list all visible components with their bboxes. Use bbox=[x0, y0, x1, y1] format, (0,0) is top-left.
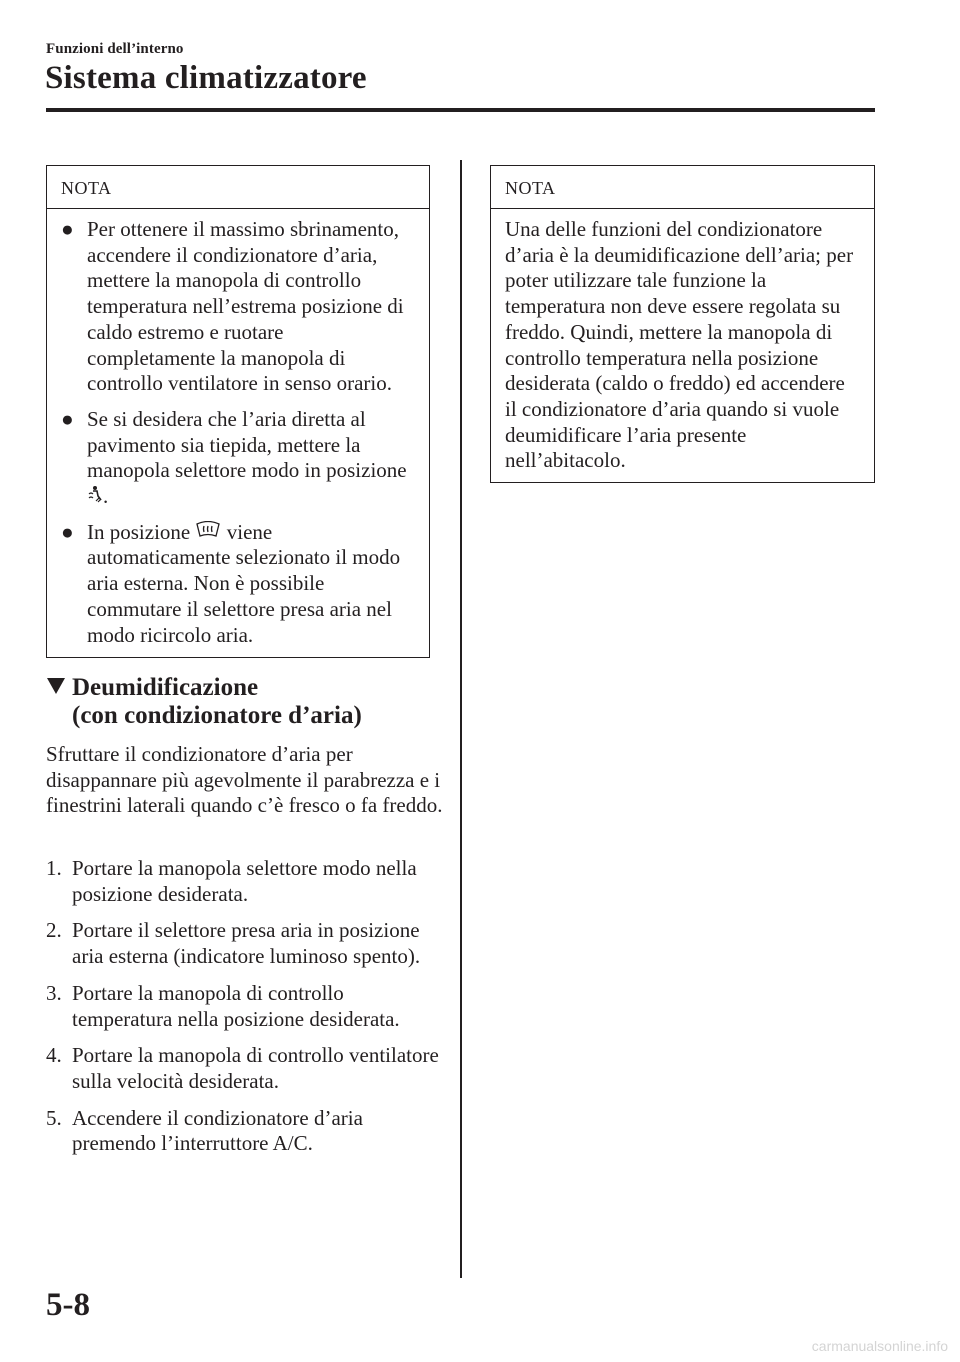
bullet-text: In posizione bbox=[87, 519, 196, 544]
step-number: 2. bbox=[46, 918, 62, 943]
step-item bbox=[46, 856, 446, 907]
note-text: Una delle funzioni del condizionatore d’aria è la deumidificazione dell’aria; per poter utilizzare tale funzione la temperatura non deve essere regolata su freddo. Quindi, mettere la manopola di controllo temperatura nella posizione desiderata (caldo o freddo) ed accendere il condizionatore d’aria quando si vuole deumidificare l’aria presente nell’abitacolo. bbox=[505, 217, 854, 473]
steps-list bbox=[46, 856, 446, 1168]
note-body bbox=[491, 209, 874, 484]
heading-line-2: (con condizionatore d’aria) bbox=[72, 702, 362, 729]
step-item bbox=[46, 1106, 446, 1157]
step-text: Accendere il condizionatore d’aria premendo l’interruttore A/C. bbox=[72, 1105, 363, 1156]
watermark: carmanualsonline.info bbox=[811, 1338, 948, 1354]
bullet-icon: ● bbox=[61, 406, 74, 431]
page-title: Sistema climatizzatore bbox=[45, 60, 367, 96]
intro-paragraph: Sfruttare il condizionatore d’aria per disappannare più agevolmente il parabrezza e i finestrini laterali quando c’è fresco o fa freddo. bbox=[46, 742, 443, 818]
note-bullet-item bbox=[61, 217, 415, 397]
column-divider bbox=[460, 160, 462, 1278]
note-box-right bbox=[490, 165, 875, 483]
windshield-defrost-icon bbox=[195, 520, 221, 546]
step-item bbox=[46, 981, 446, 1032]
note-heading: NOTA bbox=[47, 166, 429, 209]
page-number: 5-8 bbox=[46, 1287, 90, 1323]
bullet-text: Per ottenere il massimo sbrinamento, accendere il condizionatore d’aria, mettere la manopola di controllo temperatura nell’estrema posizione di caldo estremo e ruotare completamente la manopola di controllo ventilatore in senso orario. bbox=[87, 217, 404, 396]
note-body bbox=[47, 209, 429, 658]
step-text: Portare la manopola selettore modo nella posizione desiderata. bbox=[72, 856, 417, 906]
step-item bbox=[46, 918, 446, 969]
triangle-down-icon bbox=[46, 674, 72, 702]
step-number: 4. bbox=[46, 1043, 62, 1068]
bullet-text-end: . bbox=[103, 484, 109, 509]
step-number: 3. bbox=[46, 980, 62, 1005]
step-item bbox=[46, 1043, 446, 1094]
bullet-text: Se si desidera che l’aria diretta al pavimento sia tiepida, mettere la manopola selettore modo in posizione bbox=[87, 406, 407, 483]
step-text: Portare il selettore presa aria in posizione aria esterna (indicatore luminoso spento). bbox=[72, 918, 421, 969]
note-bullet-item bbox=[61, 407, 415, 510]
step-number: 1. bbox=[46, 856, 62, 880]
bullet-icon: ● bbox=[61, 519, 74, 544]
note-bullet-item bbox=[61, 520, 415, 649]
bullet-icon: ● bbox=[61, 217, 74, 241]
bullet-text-end: viene automaticamente selezionato il modo aria esterna. Non è possibile commutare il selettore presa aria nel modo ricircolo aria. bbox=[87, 519, 401, 647]
section-heading bbox=[46, 674, 362, 730]
section-label: Funzioni dell’interno bbox=[46, 41, 184, 57]
floor-defrost-mode-icon bbox=[87, 484, 103, 510]
note-heading: NOTA bbox=[491, 166, 874, 209]
note-box-left bbox=[46, 165, 430, 658]
step-text: Portare la manopola di controllo temperatura nella posizione desiderata. bbox=[72, 980, 400, 1031]
step-number: 5. bbox=[46, 1105, 62, 1130]
step-text: Portare la manopola di controllo ventilatore sulla velocità desiderata. bbox=[72, 1043, 439, 1093]
title-divider bbox=[46, 108, 875, 112]
heading-line-1: Deumidificazione bbox=[72, 674, 259, 701]
